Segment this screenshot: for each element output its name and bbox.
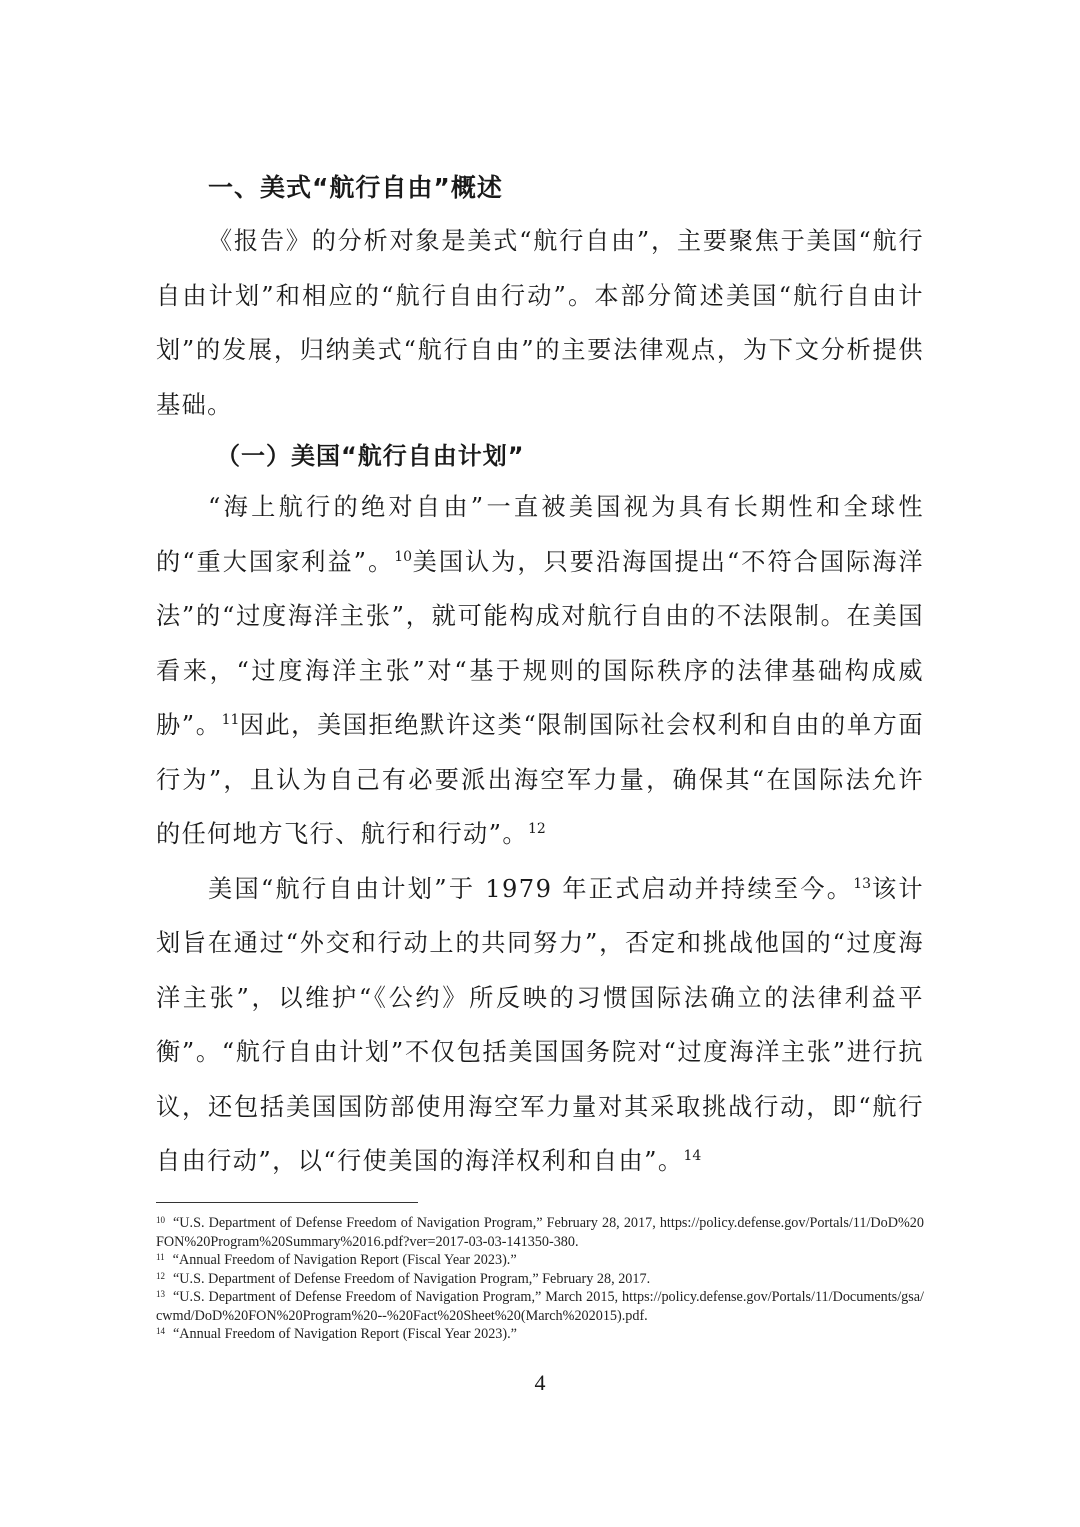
body-text bbox=[156, 168, 924, 1189]
footnote-text: “U.S. Department of Defense Freedom of Navigation Program,” February 28, 2017, https://policy.defense.gov/Portals/11/DoD%20FON%20Program%20Summary%2016.pdf?ver=2017-03-03-141350-380. bbox=[156, 1215, 924, 1250]
footnote-number: 12 bbox=[156, 1270, 165, 1281]
paragraph-1-sentence-3: 因此，美国拒绝默许这类“限制国际社会权利和自由的单方面行为”，且认为自己有必要派出海空军力量，确保其“在国际法允许的任何地方飞行、航行和行动”。 bbox=[156, 711, 924, 848]
footnote-ref-11[interactable]: 11 bbox=[221, 712, 240, 728]
section-heading: 一、美式“航行自由”概述 bbox=[208, 173, 503, 202]
footnote-number: 10 bbox=[156, 1215, 165, 1225]
footnote-text: “U.S. Department of Defense Freedom of Navigation Program,” February 28, 2017. bbox=[173, 1270, 651, 1287]
footnote-12 bbox=[156, 1270, 924, 1289]
paragraph-1-sentence-2: 美国认为，只要沿海国提出“不符合国际海洋法”的“过度海洋主张”，就可能构成对航行自由的不法限制。在美国看来，“过度海洋主张”对“基于规则的国际秩序的法律基础构成威胁”。 bbox=[156, 547, 924, 739]
footnote-ref-13[interactable]: 13 bbox=[853, 875, 872, 892]
paragraph-2-sentence-2: 该计划旨在通过“外交和行动上的共同努力”，否定和挑战他国的“过度海洋主张”，以维护“《公约》所反映的习惯国际法确立的法律利益平衡”。“航行自由计划”不仅包括美国国务院对“过度海洋主张”进行抗议，还包括美国国防部使用海空军力量对其采取挑战行动，即“航行自由行动”，以“行使美国的海洋权利和自由”。 bbox=[156, 874, 924, 1175]
footnote-separator bbox=[156, 1202, 418, 1203]
page-number: 4 bbox=[534, 1370, 546, 1395]
footnote-10 bbox=[156, 1214, 924, 1251]
footnotes bbox=[156, 1214, 924, 1344]
footnote-11 bbox=[156, 1251, 924, 1270]
footnote-14 bbox=[156, 1325, 924, 1344]
footnote-number: 14 bbox=[156, 1326, 165, 1336]
footnote-text: “Annual Freedom of Navigation Report (Fiscal Year 2023).” bbox=[173, 1326, 517, 1342]
footnote-number: 11 bbox=[156, 1252, 165, 1262]
paragraph-2 bbox=[156, 862, 924, 1189]
footnote-13 bbox=[156, 1288, 924, 1325]
intro-paragraph: 《报告》的分析对象是美式“航行自由”，主要聚焦于美国“航行自由计划”和相应的“航行自由行动”。本部分简述美国“航行自由计划”的发展，归纳美式“航行自由”的主要法律观点，为下文分析提供基础。 bbox=[156, 227, 924, 419]
footnote-ref-12[interactable]: 12 bbox=[528, 821, 546, 837]
footnote-ref-14[interactable]: 14 bbox=[683, 1148, 702, 1164]
paragraph-1-sentence-1: “海上航行的绝对自由”一直被美国视为具有长期性和全球性的“重大国家利益”。 bbox=[156, 493, 924, 576]
footnote-number: 13 bbox=[156, 1289, 165, 1299]
footnote-ref-10[interactable]: 10 bbox=[394, 548, 413, 565]
footnote-text: “U.S. Department of Defense Freedom of Navigation Program,” March 2015, https://policy.defense.gov/Portals/11/Documents/gsa/cwmd/DoD%20FON%20Program%20--%20Fact%20Sheet%20(March%202015).pdf. bbox=[156, 1289, 924, 1324]
paragraph-2-sentence-1: 美国“航行自由计划”于 1979 年正式启动并持续至今。 bbox=[208, 874, 854, 903]
paragraph-1 bbox=[156, 480, 924, 862]
subsection-heading: （一）美国“航行自由计划” bbox=[216, 442, 525, 470]
footnote-text: “Annual Freedom of Navigation Report (Fiscal Year 2023).” bbox=[172, 1252, 517, 1268]
